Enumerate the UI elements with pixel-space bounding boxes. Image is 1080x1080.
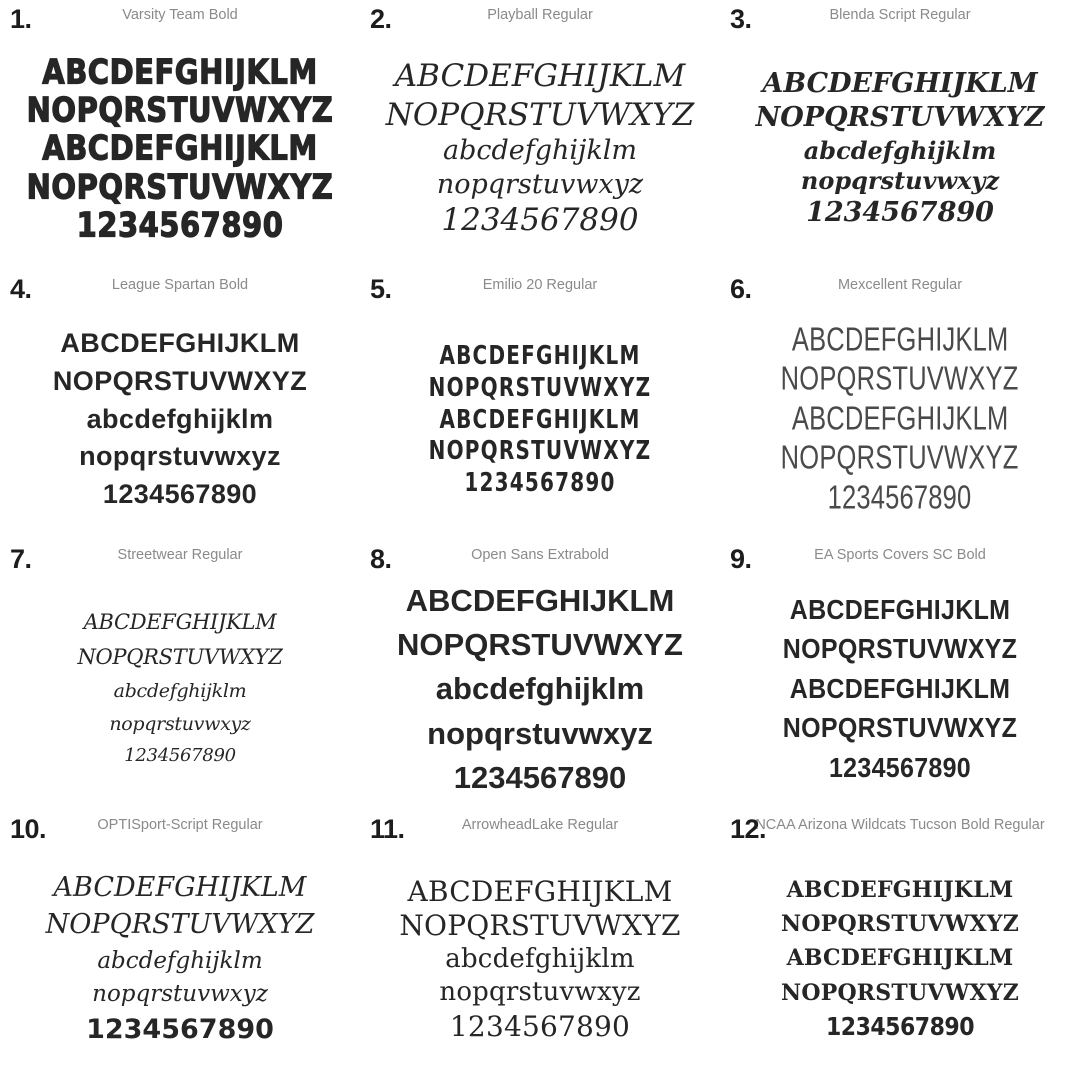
specimen-line: nopqrstuvwxyz — [427, 715, 653, 751]
specimen-line: ABCDEFGHIJKLM — [405, 582, 675, 618]
sample-header — [366, 814, 714, 844]
specimen-line: NOPQRSTUVWXYZ — [781, 439, 1019, 478]
specimen-line: NOPQRSTUVWXYZ — [397, 627, 683, 662]
sample-header — [366, 4, 714, 34]
specimen-line: NOPQRSTUVWXYZ — [26, 90, 334, 131]
font-sample-11 — [360, 810, 720, 1080]
specimen-line: ABCDEFGHIJKLM — [786, 877, 1014, 904]
specimen-line: NOPQRSTUVWXYZ — [45, 909, 315, 941]
sample-number: 6. — [730, 274, 752, 304]
specimen-line: ABCDEFGHIJKLM — [791, 399, 1009, 438]
sample-header — [6, 4, 354, 34]
specimen-line: abcdefghijklm — [442, 134, 638, 166]
specimen-line: NOPQRSTUVWXYZ — [26, 166, 334, 207]
specimen-line: ABCDEFGHIJKLM — [60, 328, 300, 359]
font-name-label: Varsity Team Bold — [122, 7, 238, 23]
specimen-line: ABCDEFGHIJKLM — [394, 58, 686, 95]
specimen-line: ABCDEFGHIJKLM — [42, 52, 318, 93]
font-name-label: Open Sans Extrabold — [471, 547, 609, 563]
specimen-line: ABCDEFGHIJKLM — [789, 594, 1011, 626]
sample-number: 9. — [730, 544, 752, 574]
specimen-line: 1234567890 — [441, 202, 639, 239]
sample-lines — [6, 570, 354, 808]
sample-number: 8. — [370, 544, 392, 574]
specimen-line: ABCDEFGHIJKLM — [83, 610, 277, 635]
specimen-line: ABCDEFGHIJKLM — [789, 673, 1011, 705]
font-name-label: OPTISport-Script Regular — [97, 817, 263, 833]
specimen-line: 1234567890 — [828, 752, 972, 784]
sample-number: 2. — [370, 4, 392, 34]
specimen-line: NOPQRSTUVWXYZ — [428, 371, 652, 403]
specimen-line: NOPQRSTUVWXYZ — [755, 102, 1045, 134]
font-name-label: Emilio 20 Regular — [482, 277, 598, 293]
sample-lines — [726, 30, 1074, 268]
specimen-line: NOPQRSTUVWXYZ — [781, 979, 1019, 1006]
font-name-label: League Spartan Bold — [111, 277, 249, 293]
font-name-label: Mexcellent Regular — [837, 277, 963, 293]
sample-lines — [366, 840, 714, 1078]
specimen-line: ABCDEFGHIJKLM — [53, 871, 307, 903]
specimen-line: ABCDEFGHIJKLM — [407, 874, 673, 908]
sample-number: 4. — [10, 274, 32, 304]
specimen-line: abcdefghijklm — [803, 136, 997, 166]
specimen-line: NOPQRSTUVWXYZ — [385, 96, 695, 133]
sample-number: 5. — [370, 274, 392, 304]
font-sample-9 — [720, 540, 1080, 810]
sample-header — [6, 544, 354, 574]
font-sample-1 — [0, 0, 360, 270]
sample-header — [726, 544, 1074, 574]
specimen-line: 1234567890 — [453, 759, 627, 795]
specimen-line: abcdefghijklm — [97, 948, 263, 975]
font-name-label: ArrowheadLake Regular — [461, 817, 619, 833]
sample-header — [726, 4, 1074, 34]
specimen-line: 1234567890 — [124, 745, 236, 767]
sample-header — [726, 814, 1074, 844]
sample-header — [6, 274, 354, 304]
sample-number: 1. — [10, 4, 32, 34]
font-sample-3 — [720, 0, 1080, 270]
sample-header — [366, 544, 714, 574]
specimen-line: 1234567890 — [102, 479, 258, 510]
font-sample-4 — [0, 270, 360, 540]
sample-lines — [726, 840, 1074, 1078]
specimen-line: NOPQRSTUVWXYZ — [52, 365, 308, 396]
specimen-line: NOPQRSTUVWXYZ — [428, 434, 652, 466]
sample-lines — [366, 300, 714, 538]
font-sample-2 — [360, 0, 720, 270]
sample-number: 7. — [10, 544, 32, 574]
font-name-label: Streetwear Regular — [117, 547, 243, 563]
specimen-line: ABCDEFGHIJKLM — [439, 402, 641, 435]
specimen-line: ABCDEFGHIJKLM — [762, 68, 1038, 100]
specimen-line: 1234567890 — [449, 1009, 631, 1043]
specimen-line: ABCDEFGHIJKLM — [42, 128, 318, 169]
font-sample-8 — [360, 540, 720, 810]
font-sample-5 — [360, 270, 720, 540]
specimen-line: 1234567890 — [464, 466, 616, 498]
specimen-line: NOPQRSTUVWXYZ — [77, 645, 283, 670]
sample-number: 3. — [730, 4, 752, 34]
sample-lines — [6, 840, 354, 1078]
sample-lines — [726, 300, 1074, 538]
specimen-line: 1234567890 — [828, 478, 972, 517]
specimen-line: NOPQRSTUVWXYZ — [782, 633, 1018, 665]
sample-header — [366, 274, 714, 304]
sample-lines — [6, 30, 354, 268]
sample-number: 11. — [370, 814, 405, 844]
font-name-label: EA Sports Covers SC Bold — [814, 547, 986, 563]
specimen-line: abcdefghijklm — [86, 403, 274, 434]
sample-lines — [366, 30, 714, 268]
specimen-line: 1234567890 — [86, 1013, 274, 1045]
font-sample-7 — [0, 540, 360, 810]
font-sample-12 — [720, 810, 1080, 1080]
specimen-line: nopqrstuvwxyz — [79, 441, 281, 472]
specimen-line: 1234567890 — [825, 1012, 975, 1042]
sample-number: 10. — [10, 814, 47, 844]
specimen-line: NOPQRSTUVWXYZ — [782, 712, 1018, 744]
font-sample-6 — [720, 270, 1080, 540]
specimen-line: nopqrstuvwxyz — [439, 976, 641, 1007]
specimen-line: NOPQRSTUVWXYZ — [781, 360, 1019, 399]
specimen-line: NOPQRSTUVWXYZ — [781, 911, 1019, 938]
font-name-label: Blenda Script Regular — [829, 7, 971, 23]
specimen-line: ABCDEFGHIJKLM — [439, 339, 641, 371]
specimen-line: abcdefghijklm — [435, 671, 645, 707]
sample-header — [726, 274, 1074, 304]
sample-lines — [366, 570, 714, 808]
specimen-line: 1234567890 — [76, 204, 284, 245]
font-sample-10 — [0, 810, 360, 1080]
specimen-line: nopqrstuvwxyz — [92, 981, 268, 1008]
specimen-line: abcdefghijklm — [113, 680, 247, 703]
specimen-line: NOPQRSTUVWXYZ — [399, 909, 681, 943]
font-name-label: NCAA Arizona Wildcats Tucson Bold Regular — [755, 817, 1045, 833]
specimen-line: ABCDEFGHIJKLM — [786, 945, 1014, 972]
specimen-line: nopqrstuvwxyz — [109, 712, 251, 735]
font-name-label: Playball Regular — [487, 7, 593, 23]
specimen-line: abcdefghijklm — [445, 944, 635, 975]
sample-header — [6, 814, 354, 844]
specimen-line: ABCDEFGHIJKLM — [791, 320, 1009, 359]
sample-number: 12. — [730, 814, 767, 844]
specimen-line: nopqrstuvwxyz — [436, 168, 644, 200]
sample-lines — [6, 300, 354, 538]
sample-lines — [726, 570, 1074, 808]
specimen-line: nopqrstuvwxyz — [800, 166, 1000, 196]
specimen-line: 1234567890 — [806, 196, 994, 228]
